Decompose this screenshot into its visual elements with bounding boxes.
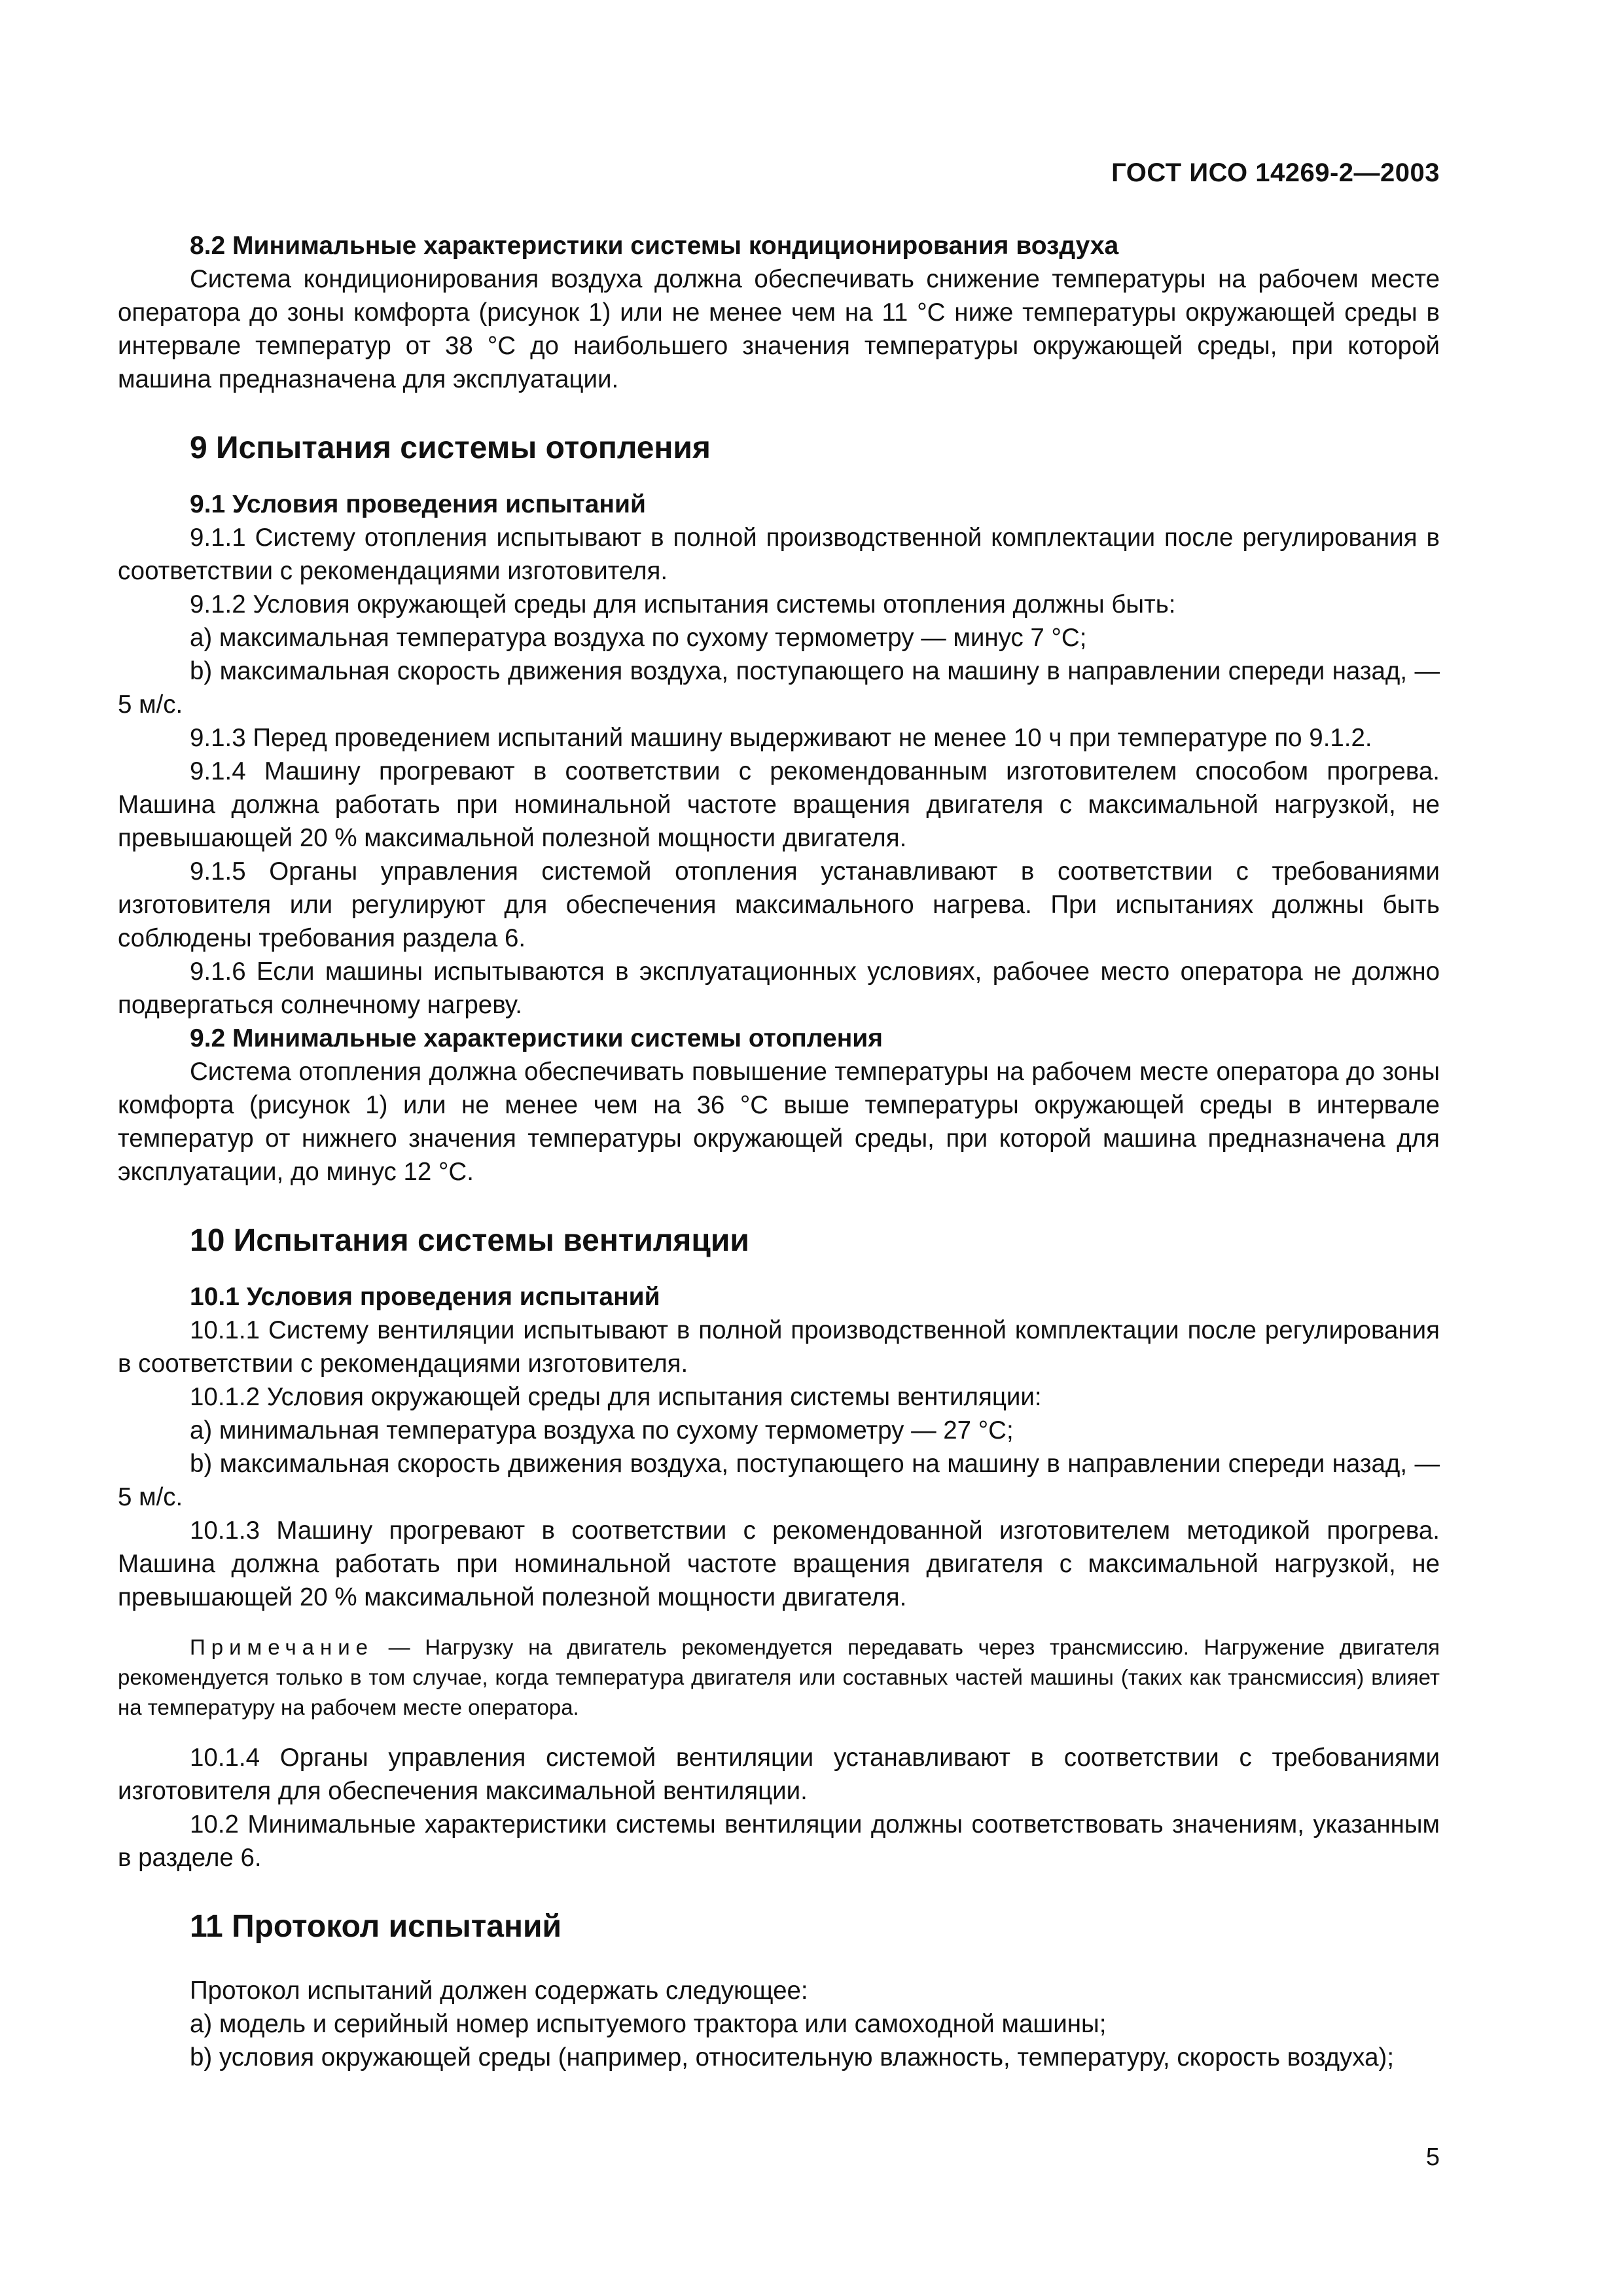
list-item-10-1-2-a: а) минимальная температура воздуха по сухому термометру — 27 °С; bbox=[190, 1416, 1014, 1444]
paragraph-9-1-1: 9.1.1 Систему отопления испытывают в полной производственной комплектации после регулирования в соответствии с рекомендациями изготовителя. bbox=[118, 524, 1440, 585]
paragraph-8-2: Система кондиционирования воздуха должна обеспечивать снижение температуры на рабочем месте оператора до зоны комфорта (рисунок 1) или не менее чем на 11 °С ниже температуры окружающей среды в интервале температур от 38 °С до наибольшего значения температуры окружающей среды, при которой машина предназначена для эксплуатации. bbox=[118, 265, 1440, 393]
paragraph-10-1-4: 10.1.4 Органы управления системой вентиляции устанавливают в соответствии с требованиями изготовителя для обеспечения максимальной вентиляции. bbox=[118, 1744, 1440, 1805]
list-item-9-1-2-b: b) максимальная скорость движения воздуха, поступающего на машину в направлении спереди назад, — 5 м/с. bbox=[118, 657, 1440, 719]
document-page bbox=[118, 0, 1440, 2296]
list-item-9-1-2-a: а) максимальная температура воздуха по сухому термометру — минус 7 °С; bbox=[190, 624, 1087, 652]
paragraph-10-1-3: 10.1.3 Машину прогревают в соответствии с рекомендованной изготовителем методикой прогрева. Машина должна работать при номинальной частоте вращения двигателя с максимальной нагрузкой, не превышающей 20 % максимальной полезной мощности двигателя. bbox=[118, 1516, 1440, 1611]
subsection-heading-9-2: 9.2 Минимальные характеристики системы отопления bbox=[190, 1024, 883, 1052]
subsection-heading-10-1: 10.1 Условия проведения испытаний bbox=[190, 1283, 660, 1311]
section-heading-9: 9 Испытания системы отопления bbox=[190, 431, 711, 465]
paragraph-9-1-6: 9.1.6 Если машины испытываются в эксплуатационных условиях, рабочее место оператора не должно подвергаться солнечному нагреву. bbox=[118, 958, 1440, 1019]
paragraph-10-2: 10.2 Минимальные характеристики системы вентиляции должны соответствовать значениям, указанным в разделе 6. bbox=[118, 1810, 1440, 1872]
paragraph-10-1-1: 10.1.1 Систему вентиляции испытывают в полной производственной комплектации после регулирования в соответствии с рекомендациями изготовителя. bbox=[118, 1316, 1440, 1378]
page-number: 5 bbox=[1425, 2144, 1440, 2171]
document-code-header: ГОСТ ИСО 14269-2—2003 bbox=[1111, 158, 1440, 187]
section-heading-10: 10 Испытания системы вентиляции bbox=[190, 1223, 749, 1258]
paragraph-9-1-3: 9.1.3 Перед проведением испытаний машину выдерживают не менее 10 ч при температуре по 9.1.2. bbox=[190, 724, 1372, 752]
paragraph-9-1-4: 9.1.4 Машину прогревают в соответствии с рекомендованным изготовителем способом прогрева. Машина должна работать при номинальной частоте вращения двигателя с максимальной нагрузкой, не превышающей 20 % максимальной полезной мощности двигателя. bbox=[118, 757, 1440, 852]
paragraph-10-1-2: 10.1.2 Условия окружающей среды для испытания системы вентиляции: bbox=[190, 1383, 1042, 1411]
note-text: — Нагрузку на двигатель рекомендуется передавать через трансмиссию. Нагружение двигателя рекомендуется только в том случае, когда температура двигателя или составных частей машины (таких как трансмиссия) влияет на температуру на рабочем месте оператора. bbox=[118, 1635, 1440, 1719]
subsection-heading-9-1: 9.1 Условия проведения испытаний bbox=[190, 490, 646, 518]
paragraph-9-2: Система отопления должна обеспечивать повышение температуры на рабочем месте оператора до зоны комфорта (рисунок 1) или не менее чем на 36 °С выше температуры окружающей среды в интервале температур от нижнего значения температуры окружающей среды, при которой машина предназначена для эксплуатации, до минус 12 °С. bbox=[118, 1058, 1440, 1186]
paragraph-11-intro: Протокол испытаний должен содержать следующее: bbox=[190, 1977, 808, 2005]
subsection-heading-8-2: 8.2 Минимальные характеристики системы кондиционирования воздуха bbox=[190, 232, 1119, 260]
section-heading-11: 11 Протокол испытаний bbox=[190, 1909, 562, 1944]
note-label: Примечание bbox=[190, 1635, 374, 1659]
list-item-11-b: b) условия окружающей среды (например, относительную влажность, температуру, скорость воздуха); bbox=[190, 2043, 1395, 2072]
list-item-10-1-2-b: b) максимальная скорость движения воздуха, поступающего на машину в направлении спереди назад, — 5 м/с. bbox=[118, 1450, 1440, 1511]
paragraph-9-1-2: 9.1.2 Условия окружающей среды для испытания системы отопления должны быть: bbox=[190, 590, 1176, 619]
note-10-1-3 bbox=[118, 1632, 1440, 1723]
page-body bbox=[118, 229, 1440, 2074]
paragraph-9-1-5: 9.1.5 Органы управления системой отопления устанавливают в соответствии с требованиями изготовителя или регулируют для обеспечения максимального нагрева. При испытаниях должны быть соблюдены требования раздела 6. bbox=[118, 857, 1440, 952]
list-item-11-a: а) модель и серийный номер испытуемого трактора или самоходной машины; bbox=[190, 2010, 1107, 2038]
